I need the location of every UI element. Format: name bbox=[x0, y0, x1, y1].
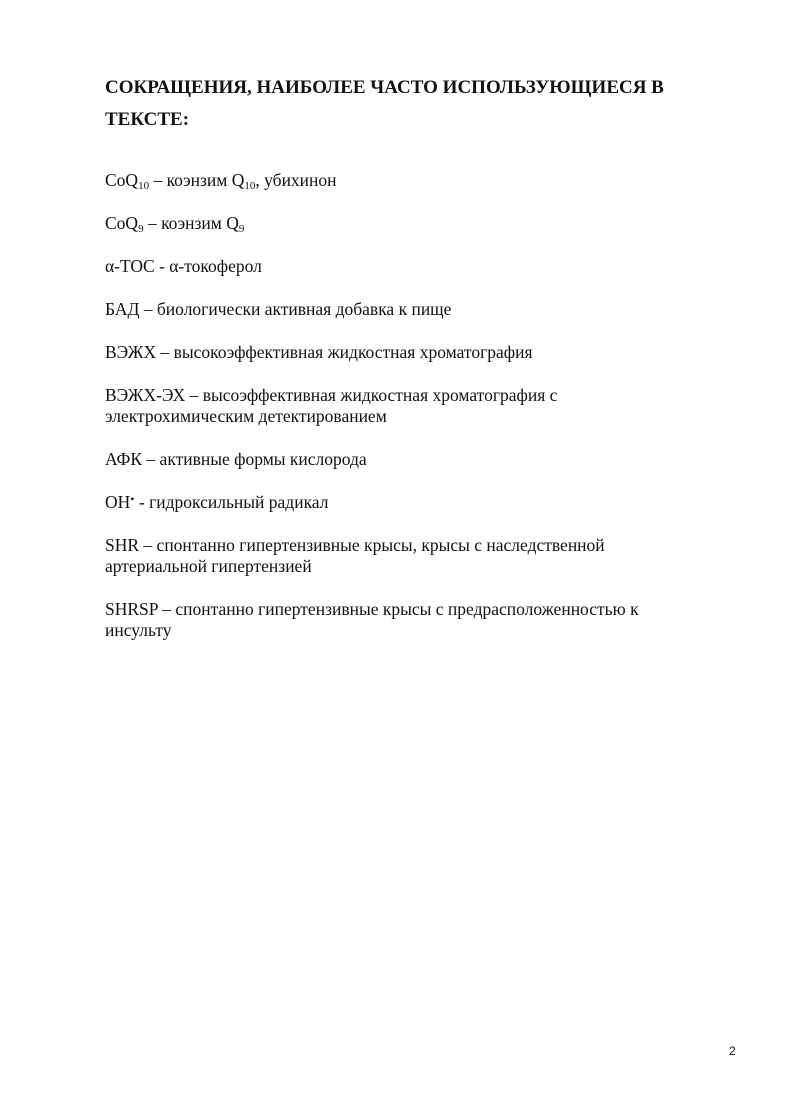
radical-dot-superscript: • bbox=[130, 492, 135, 506]
abbreviation-definition: коэнзим Q bbox=[166, 170, 245, 190]
abbreviation-definition: высоэффективная жидкостная хроматография с электрохимическим детектированием bbox=[105, 385, 558, 426]
page-title: СОКРАЩЕНИЯ, НАИБОЛЕЕ ЧАСТО ИСПОЛЬЗУЮЩИЕСЯ В ТЕКСТЕ: bbox=[105, 77, 664, 130]
abbreviation-term: ВЭЖХ bbox=[105, 342, 157, 362]
abbreviation-definition: гидроксильный радикал bbox=[149, 492, 329, 512]
abbreviation-definition-rest: , убихинон bbox=[255, 170, 337, 190]
abbreviation-item-coq9 bbox=[105, 213, 705, 234]
abbreviation-item-shrsp bbox=[105, 599, 705, 641]
abbreviation-term: АФК bbox=[105, 449, 143, 469]
abbreviation-definition: спонтанно гипертензивные крысы, крысы с наследственной артериальной гипертензией bbox=[105, 535, 605, 576]
abbreviation-item-shr bbox=[105, 535, 705, 577]
abbreviation-separator: – bbox=[139, 299, 157, 319]
abbreviation-separator: – bbox=[142, 449, 160, 469]
abbreviation-term: ВЭЖХ-ЭХ bbox=[105, 385, 186, 405]
abbreviation-term: CoQ bbox=[105, 213, 139, 233]
term-subscript: 10 bbox=[138, 180, 150, 192]
abbreviation-separator: - bbox=[154, 256, 170, 276]
page-number: 2 bbox=[729, 1044, 736, 1058]
abbreviation-definition: коэнзим Q bbox=[161, 213, 239, 233]
abbreviation-term: OH bbox=[105, 492, 131, 512]
abbreviation-item-vezhkh bbox=[105, 342, 705, 363]
abbreviation-item-alpha-toc bbox=[105, 256, 705, 277]
abbreviation-separator: – bbox=[156, 342, 174, 362]
abbreviation-separator: – bbox=[157, 599, 176, 619]
abbreviation-list bbox=[105, 170, 705, 663]
abbreviation-separator: - bbox=[134, 492, 150, 512]
abbreviation-separator: – bbox=[143, 213, 162, 233]
abbreviation-definition: биологически активная добавка к пище bbox=[156, 299, 452, 319]
abbreviation-item-oh-radical bbox=[105, 492, 705, 513]
abbreviation-term: БАД bbox=[105, 299, 140, 319]
abbreviation-item-afk bbox=[105, 449, 705, 470]
abbreviation-separator: – bbox=[149, 170, 167, 190]
definition-subscript: 9 bbox=[238, 223, 245, 235]
abbreviation-item-coq10 bbox=[105, 170, 705, 191]
abbreviation-item-bad bbox=[105, 299, 705, 320]
abbreviation-term: α-TOC bbox=[105, 256, 155, 276]
abbreviation-item-vezhkh-ekh bbox=[105, 385, 705, 427]
abbreviation-definition: высокоэффективная жидкостная хроматография bbox=[173, 342, 533, 362]
abbreviation-term: SHRSP bbox=[105, 599, 158, 619]
abbreviation-definition: активные формы кислорода bbox=[159, 449, 367, 469]
term-subscript: 9 bbox=[138, 223, 144, 235]
abbreviation-definition: α-токоферол bbox=[169, 256, 262, 276]
definition-subscript: 10 bbox=[244, 180, 256, 192]
abbreviation-term: SHR bbox=[105, 535, 140, 555]
abbreviation-definition: спонтанно гипертензивные крысы с предрасположенностью к инсульту bbox=[105, 599, 639, 640]
abbreviation-separator: – bbox=[185, 385, 203, 405]
abbreviation-separator: – bbox=[139, 535, 157, 555]
abbreviation-term: CoQ bbox=[105, 170, 139, 190]
